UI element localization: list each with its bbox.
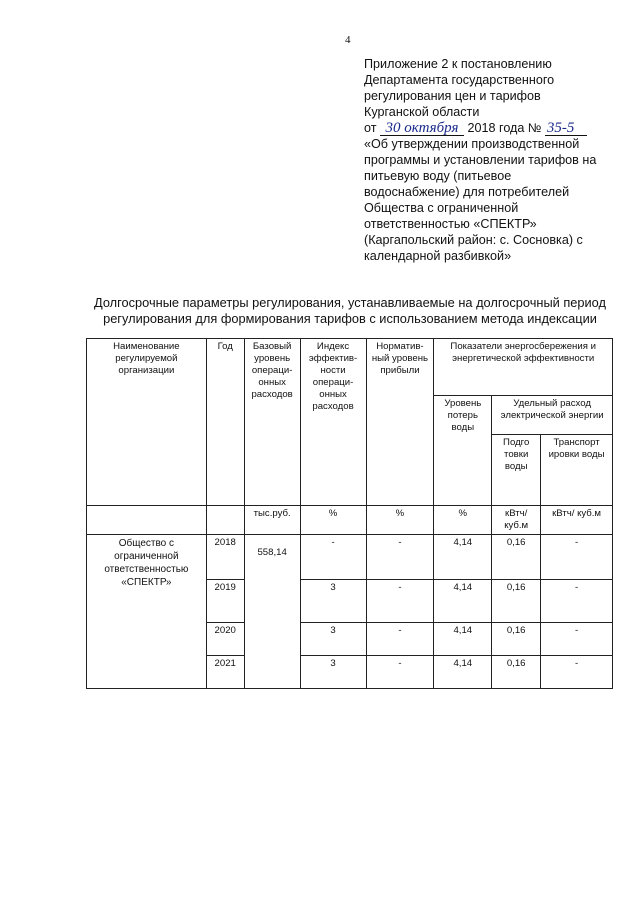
handwritten-date: 30 октября bbox=[380, 122, 464, 136]
appendix-line-3: регулирования цен и тарифов bbox=[364, 89, 541, 103]
cell-prep: 0,16 bbox=[492, 535, 541, 580]
decree-line: программы и установлении тарифов на bbox=[364, 153, 597, 167]
page-number: 4 bbox=[345, 34, 351, 46]
header-index: Индекс эффектив-ности операци-онных расходов bbox=[300, 339, 366, 506]
unit-empty bbox=[87, 506, 207, 535]
cell-losses: 4,14 bbox=[434, 535, 492, 580]
appendix-line-4: Курганской области bbox=[364, 105, 480, 119]
organization-name: Общество с ограниченной ответственностью «СПЕКТР» bbox=[87, 535, 207, 689]
header-base: Базовый уровень операци-онных расходов bbox=[244, 339, 300, 506]
cell-year: 2018 bbox=[206, 535, 244, 580]
parameters-table bbox=[86, 338, 613, 689]
table-row bbox=[87, 535, 613, 580]
units-row bbox=[87, 506, 613, 535]
unit-losses: % bbox=[434, 506, 492, 535]
decree-line: календарной разбивкой» bbox=[364, 249, 512, 263]
appendix-year-text: 2018 года № bbox=[467, 121, 542, 135]
decree-line: «Об утверждении производственной bbox=[364, 137, 580, 151]
appendix-line-1: Приложение 2 к постановлению bbox=[364, 57, 552, 71]
decree-line: Общества с ограниченной bbox=[364, 201, 519, 215]
cell-index: 3 bbox=[300, 656, 366, 689]
appendix-header bbox=[364, 56, 626, 264]
cell-losses: 4,14 bbox=[434, 656, 492, 689]
handwritten-number: 35-5 bbox=[545, 122, 587, 136]
cell-index: 3 bbox=[300, 580, 366, 623]
appendix-line-2: Департамента государственного bbox=[364, 73, 555, 87]
cell-profit: - bbox=[366, 535, 434, 580]
decree-line: водоснабжение) для потребителей bbox=[364, 185, 570, 199]
cell-prep: 0,16 bbox=[492, 656, 541, 689]
cell-transport: - bbox=[541, 623, 613, 656]
decree-line: (Каргапольский район: с. Сосновка) с bbox=[364, 233, 583, 247]
cell-year: 2021 bbox=[206, 656, 244, 689]
cell-profit: - bbox=[366, 623, 434, 656]
cell-transport: - bbox=[541, 535, 613, 580]
cell-profit: - bbox=[366, 656, 434, 689]
unit-base: тыс.руб. bbox=[244, 506, 300, 535]
header-energy: Показатели энергосбережения и энергетической эффективности bbox=[434, 339, 613, 396]
cell-profit: - bbox=[366, 580, 434, 623]
cell-losses: 4,14 bbox=[434, 623, 492, 656]
unit-index: % bbox=[300, 506, 366, 535]
cell-year: 2019 bbox=[206, 580, 244, 623]
header-year: Год bbox=[206, 339, 244, 506]
appendix-date-line bbox=[364, 120, 626, 136]
cell-prep: 0,16 bbox=[492, 580, 541, 623]
cell-transport: - bbox=[541, 580, 613, 623]
cell-index: - bbox=[300, 535, 366, 580]
header-transport: Транспорт ировки воды bbox=[541, 435, 613, 506]
table-title-line-2: регулирования для формирования тарифов с использованием метода индексации bbox=[103, 311, 597, 326]
cell-year: 2020 bbox=[206, 623, 244, 656]
cell-prep: 0,16 bbox=[492, 623, 541, 656]
cell-base-value: 558,14 bbox=[244, 535, 300, 689]
cell-index: 3 bbox=[300, 623, 366, 656]
header-row bbox=[87, 339, 613, 396]
header-profit: Норматив-ный уровень прибыли bbox=[366, 339, 434, 506]
unit-empty bbox=[206, 506, 244, 535]
cell-transport: - bbox=[541, 656, 613, 689]
unit-prep: кВтч/ куб.м bbox=[492, 506, 541, 535]
cell-losses: 4,14 bbox=[434, 580, 492, 623]
unit-transport: кВтч/ куб.м bbox=[541, 506, 613, 535]
header-prep: Подго товки воды bbox=[492, 435, 541, 506]
header-losses: Уровень потерь воды bbox=[434, 396, 492, 506]
table-title-line-1: Долгосрочные параметры регулирования, устанавливаемые на долгосрочный период bbox=[94, 295, 606, 310]
header-specific: Удельный расход электрической энергии bbox=[492, 396, 613, 435]
appendix-ot: от bbox=[364, 121, 377, 135]
unit-profit: % bbox=[366, 506, 434, 535]
decree-line: ответственностью «СПЕКТР» bbox=[364, 217, 537, 231]
decree-line: питьевую воду (питьевое bbox=[364, 169, 512, 183]
header-org: Наименование регулируемой организации bbox=[87, 339, 207, 506]
table-title bbox=[70, 295, 630, 327]
